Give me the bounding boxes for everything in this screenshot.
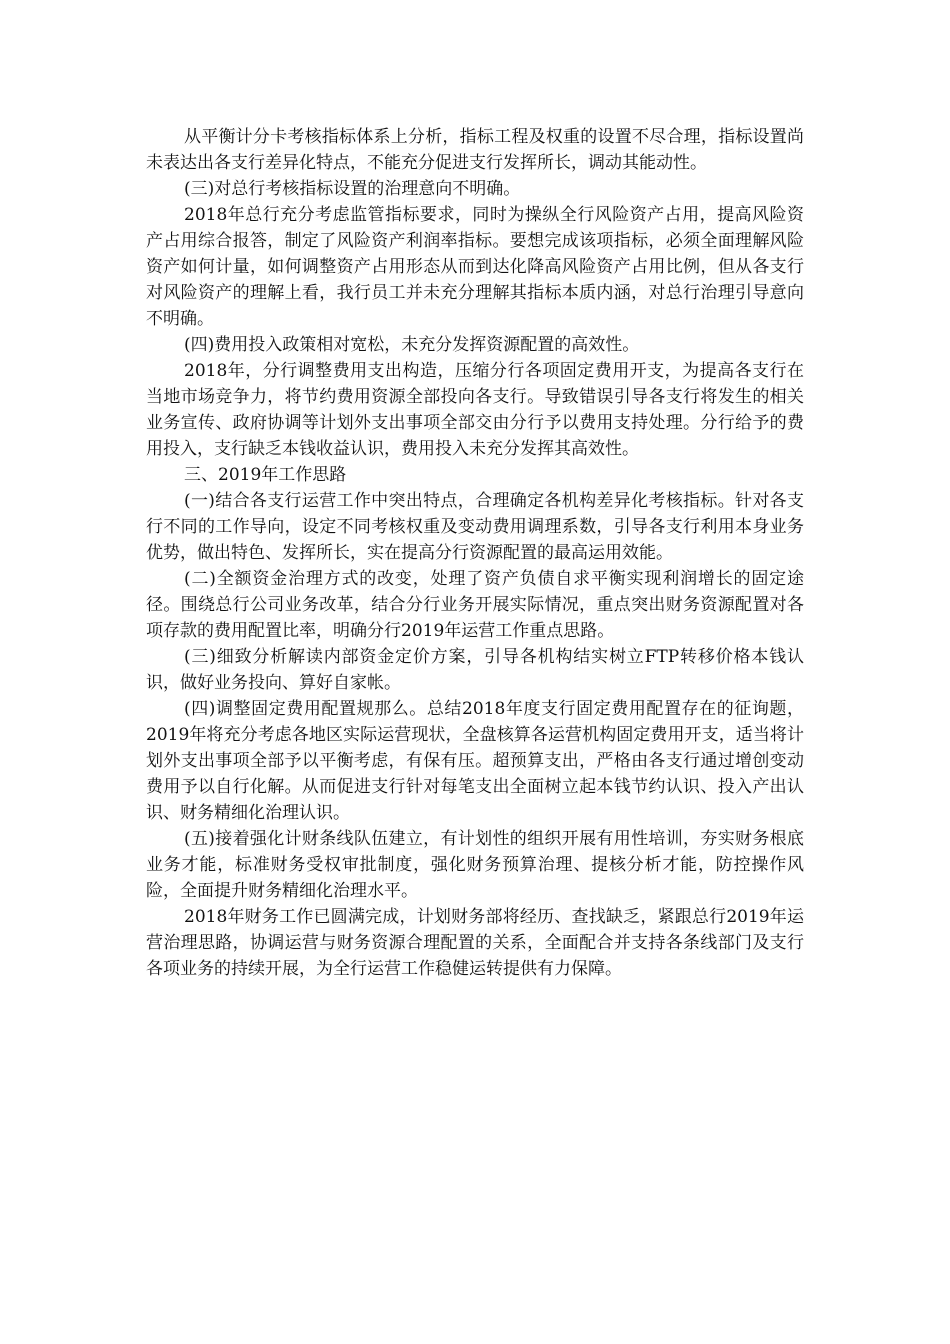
paragraph-plan-item-4: (四)调整固定费用配置规那么。总结2018年度支行固定费用配置存在的征询题，2019年将充分考虑各地区实际运营现状，全盘核算各运营机构固定费用开支，适当将计划外支出事项全部予以平衡考虑，有保有压。超预算支出，严格由各支行通过增创变动费用予以自行化解。从而促进支行针对每笔支出全面树立起本钱节约认识、投入产出认识、财务精细化治理认识。 <box>146 699 804 823</box>
paragraph-scorecard-analysis: 从平衡计分卡考核指标体系上分析，指标工程及权重的设置不尽合理，指标设置尚未表达出各支行差异化特点，不能充分促进支行发挥所长，调动其能动性。 <box>146 127 804 173</box>
paragraph-plan-item-1: (一)结合各支行运营工作中突出特点，合理确定各机构差异化考核指标。针对各支行不同的工作导向，设定不同考核权重及变动费用调理系数，引导各支行利用本身业务优势，做出特色、发挥所长，实在提高分行资源配置的最高运用效能。 <box>146 491 804 563</box>
paragraph-risk-asset: 2018年总行充分考虑监管指标要求，同时为操纵全行风险资产占用，提高风险资产占用综合报答，制定了风险资产利润率指标。要想完成该项指标，必须全面理解风险资产如何计量，如何调整资产占用形态从而到达化降高风险资产占用比例，但从各支行对风险资产的理解上看，我行员工并未充分理解其指标本质内涵，对总行治理引导意向不明确。 <box>146 205 804 329</box>
heading-2019-work-plan: 三、2019年工作思路 <box>184 465 347 485</box>
paragraph-plan-item-3: (三)细致分析解读内部资金定价方案，引导各机构结实树立FTP转移价格本钱认识，做好业务投向、算好自家帐。 <box>146 647 804 693</box>
paragraph-conclusion: 2018年财务工作已圆满完成，计划财务部将经历、查找缺乏，紧跟总行2019年运营治理思路，协调运营与财务资源合理配置的关系，全面配合并支持各条线部门及支行各项业务的持续开展，为全行运营工作稳健运转提供有力保障。 <box>146 907 804 979</box>
heading-section-3: (三)对总行考核指标设置的治理意向不明确。 <box>184 179 521 199</box>
paragraph-plan-item-5: (五)接着强化计财条线队伍建立，有计划性的组织开展有用性培训，夯实财务根底业务才能，标准财务受权审批制度，强化财务预算治理、提核分析才能，防控操作风险，全面提升财务精细化治理水平。 <box>146 829 804 901</box>
paragraph-cost-structure: 2018年，分行调整费用支出构造，压缩分行各项固定费用开支，为提高各支行在当地市场竞争力，将节约费用资源全部投向各支行。导致错误引导各支行将发生的相关业务宣传、政府协调等计划外支出事项全部交由分行予以费用支持处理。分行给予的费用投入，支行缺乏本钱收益认识，费用投入未充分发挥其高效性。 <box>146 361 804 459</box>
document-body <box>146 124 804 982</box>
heading-section-4: (四)费用投入政策相对宽松，未充分发挥资源配置的高效性。 <box>184 335 640 355</box>
paragraph-plan-item-2: (二)全额资金治理方式的改变，处理了资产负债自求平衡实现利润增长的固定途径。围绕总行公司业务改革，结合分行业务开展实际情况，重点突出财务资源配置对各项存款的费用配置比率，明确分行2019年运营工作重点思路。 <box>146 569 804 641</box>
